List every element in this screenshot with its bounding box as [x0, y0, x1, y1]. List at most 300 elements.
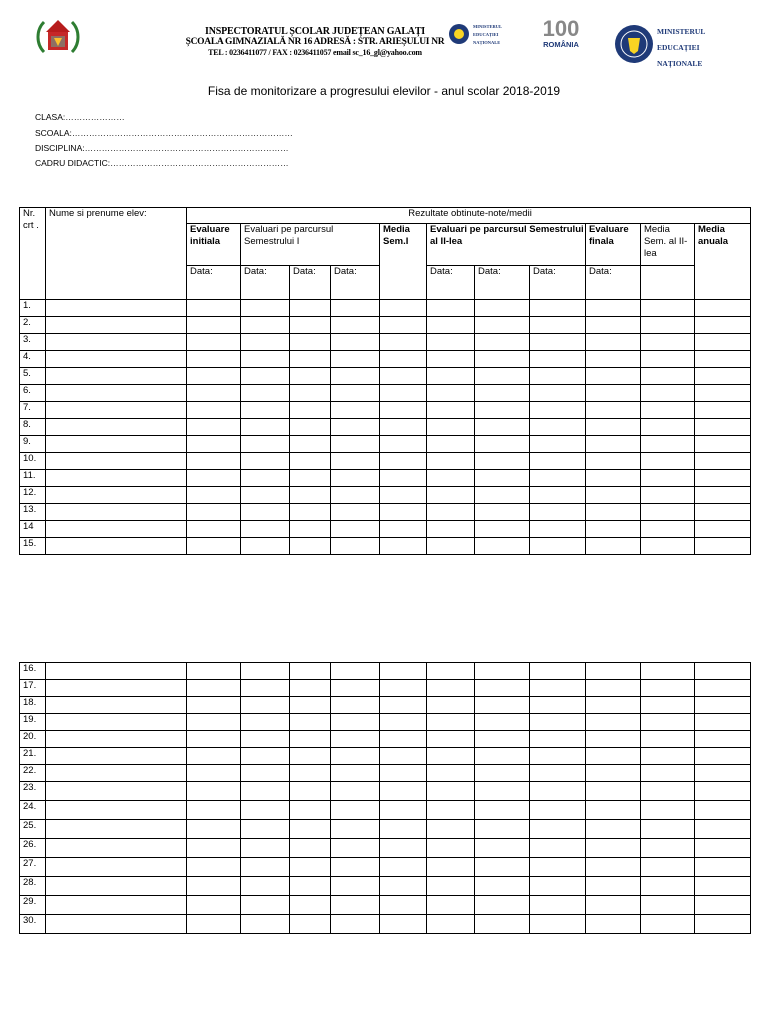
grade-cell[interactable] — [641, 487, 695, 504]
grade-cell[interactable] — [641, 765, 695, 782]
grade-cell[interactable] — [641, 714, 695, 731]
grade-cell[interactable] — [641, 419, 695, 436]
grade-cell[interactable] — [380, 470, 427, 487]
grade-cell[interactable] — [187, 731, 241, 748]
grade-cell[interactable] — [46, 714, 187, 731]
grade-cell[interactable] — [331, 680, 380, 697]
grade-cell[interactable] — [641, 782, 695, 801]
grade-cell[interactable] — [695, 470, 751, 487]
grade-cell[interactable] — [380, 915, 427, 934]
grade-cell[interactable] — [331, 317, 380, 334]
grade-cell[interactable] — [290, 402, 331, 419]
grade-cell[interactable] — [331, 820, 380, 839]
grade-cell[interactable] — [187, 663, 241, 680]
grade-cell[interactable] — [46, 470, 187, 487]
grade-cell[interactable] — [331, 731, 380, 748]
grade-cell[interactable] — [586, 436, 641, 453]
grade-cell[interactable] — [475, 820, 530, 839]
grade-cell[interactable] — [331, 896, 380, 915]
grade-cell[interactable] — [241, 731, 290, 748]
grade-cell[interactable] — [475, 436, 530, 453]
grade-cell[interactable] — [586, 538, 641, 555]
grade-cell[interactable] — [695, 453, 751, 470]
grade-cell[interactable] — [475, 858, 530, 877]
grade-cell[interactable] — [331, 453, 380, 470]
grade-cell[interactable] — [380, 801, 427, 820]
grade-cell[interactable] — [530, 820, 586, 839]
grade-cell[interactable] — [586, 714, 641, 731]
grade-cell[interactable] — [530, 419, 586, 436]
grade-cell[interactable] — [475, 419, 530, 436]
grade-cell[interactable] — [695, 487, 751, 504]
grade-cell[interactable] — [641, 915, 695, 934]
grade-cell[interactable] — [475, 385, 530, 402]
grade-cell[interactable] — [427, 317, 475, 334]
grade-cell[interactable] — [241, 697, 290, 714]
grade-cell[interactable] — [290, 663, 331, 680]
grade-cell[interactable] — [241, 402, 290, 419]
grade-cell[interactable] — [187, 748, 241, 765]
grade-cell[interactable] — [641, 351, 695, 368]
grade-cell[interactable] — [290, 765, 331, 782]
grade-cell[interactable] — [290, 521, 331, 538]
grade-cell[interactable] — [241, 504, 290, 521]
grade-cell[interactable] — [695, 697, 751, 714]
grade-cell[interactable] — [331, 419, 380, 436]
grade-cell[interactable] — [187, 317, 241, 334]
grade-cell[interactable] — [427, 487, 475, 504]
grade-cell[interactable] — [331, 915, 380, 934]
grade-cell[interactable] — [530, 697, 586, 714]
grade-cell[interactable] — [586, 317, 641, 334]
grade-cell[interactable] — [475, 334, 530, 351]
grade-cell[interactable] — [241, 896, 290, 915]
grade-cell[interactable] — [475, 453, 530, 470]
grade-cell[interactable] — [46, 697, 187, 714]
grade-cell[interactable] — [530, 436, 586, 453]
grade-cell[interactable] — [695, 334, 751, 351]
grade-cell[interactable] — [241, 334, 290, 351]
grade-cell[interactable] — [586, 680, 641, 697]
grade-cell[interactable] — [427, 436, 475, 453]
grade-cell[interactable] — [380, 487, 427, 504]
grade-cell[interactable] — [475, 680, 530, 697]
grade-cell[interactable] — [380, 877, 427, 896]
grade-cell[interactable] — [530, 300, 586, 317]
grade-cell[interactable] — [290, 436, 331, 453]
grade-cell[interactable] — [290, 714, 331, 731]
grade-cell[interactable] — [380, 453, 427, 470]
grade-cell[interactable] — [586, 915, 641, 934]
grade-cell[interactable] — [241, 317, 290, 334]
grade-cell[interactable] — [46, 801, 187, 820]
grade-cell[interactable] — [187, 877, 241, 896]
grade-cell[interactable] — [241, 521, 290, 538]
grade-cell[interactable] — [530, 731, 586, 748]
grade-cell[interactable] — [530, 896, 586, 915]
grade-cell[interactable] — [427, 858, 475, 877]
grade-cell[interactable] — [427, 538, 475, 555]
grade-cell[interactable] — [530, 487, 586, 504]
grade-cell[interactable] — [241, 915, 290, 934]
grade-cell[interactable] — [641, 820, 695, 839]
grade-cell[interactable] — [586, 300, 641, 317]
grade-cell[interactable] — [586, 504, 641, 521]
grade-cell[interactable] — [380, 663, 427, 680]
grade-cell[interactable] — [187, 680, 241, 697]
grade-cell[interactable] — [331, 402, 380, 419]
grade-cell[interactable] — [530, 453, 586, 470]
grade-cell[interactable] — [187, 538, 241, 555]
grade-cell[interactable] — [46, 368, 187, 385]
grade-cell[interactable] — [695, 300, 751, 317]
grade-cell[interactable] — [427, 714, 475, 731]
grade-cell[interactable] — [331, 782, 380, 801]
grade-cell[interactable] — [380, 368, 427, 385]
grade-cell[interactable] — [187, 402, 241, 419]
grade-cell[interactable] — [530, 334, 586, 351]
grade-cell[interactable] — [380, 334, 427, 351]
grade-cell[interactable] — [187, 334, 241, 351]
grade-cell[interactable] — [695, 385, 751, 402]
grade-cell[interactable] — [380, 419, 427, 436]
grade-cell[interactable] — [290, 731, 331, 748]
grade-cell[interactable] — [290, 697, 331, 714]
grade-cell[interactable] — [475, 300, 530, 317]
grade-cell[interactable] — [586, 839, 641, 858]
grade-cell[interactable] — [427, 521, 475, 538]
grade-cell[interactable] — [331, 839, 380, 858]
grade-cell[interactable] — [46, 334, 187, 351]
grade-cell[interactable] — [46, 731, 187, 748]
grade-cell[interactable] — [695, 765, 751, 782]
grade-cell[interactable] — [530, 368, 586, 385]
grade-cell[interactable] — [290, 504, 331, 521]
grade-cell[interactable] — [641, 470, 695, 487]
grade-cell[interactable] — [380, 300, 427, 317]
grade-cell[interactable] — [586, 731, 641, 748]
grade-cell[interactable] — [475, 782, 530, 801]
grade-cell[interactable] — [427, 680, 475, 697]
grade-cell[interactable] — [187, 504, 241, 521]
grade-cell[interactable] — [46, 436, 187, 453]
grade-cell[interactable] — [641, 317, 695, 334]
grade-cell[interactable] — [331, 521, 380, 538]
grade-cell[interactable] — [290, 858, 331, 877]
grade-cell[interactable] — [475, 714, 530, 731]
grade-cell[interactable] — [695, 663, 751, 680]
grade-cell[interactable] — [46, 765, 187, 782]
grade-cell[interactable] — [46, 915, 187, 934]
grade-cell[interactable] — [290, 839, 331, 858]
grade-cell[interactable] — [641, 680, 695, 697]
grade-cell[interactable] — [241, 877, 290, 896]
grade-cell[interactable] — [187, 368, 241, 385]
grade-cell[interactable] — [331, 858, 380, 877]
grade-cell[interactable] — [187, 487, 241, 504]
grade-cell[interactable] — [331, 368, 380, 385]
grade-cell[interactable] — [586, 896, 641, 915]
grade-cell[interactable] — [290, 801, 331, 820]
grade-cell[interactable] — [187, 858, 241, 877]
grade-cell[interactable] — [427, 402, 475, 419]
grade-cell[interactable] — [241, 801, 290, 820]
grade-cell[interactable] — [290, 877, 331, 896]
grade-cell[interactable] — [187, 714, 241, 731]
grade-cell[interactable] — [241, 820, 290, 839]
grade-cell[interactable] — [290, 368, 331, 385]
grade-cell[interactable] — [586, 877, 641, 896]
grade-cell[interactable] — [641, 385, 695, 402]
grade-cell[interactable] — [380, 538, 427, 555]
grade-cell[interactable] — [586, 334, 641, 351]
grade-cell[interactable] — [187, 915, 241, 934]
grade-cell[interactable] — [530, 782, 586, 801]
grade-cell[interactable] — [641, 334, 695, 351]
grade-cell[interactable] — [641, 697, 695, 714]
grade-cell[interactable] — [695, 680, 751, 697]
grade-cell[interactable] — [475, 351, 530, 368]
grade-cell[interactable] — [241, 453, 290, 470]
grade-cell[interactable] — [530, 385, 586, 402]
grade-cell[interactable] — [241, 663, 290, 680]
grade-cell[interactable] — [641, 538, 695, 555]
grade-cell[interactable] — [380, 896, 427, 915]
grade-cell[interactable] — [187, 839, 241, 858]
grade-cell[interactable] — [641, 368, 695, 385]
grade-cell[interactable] — [586, 697, 641, 714]
grade-cell[interactable] — [290, 300, 331, 317]
grade-cell[interactable] — [380, 504, 427, 521]
grade-cell[interactable] — [427, 915, 475, 934]
grade-cell[interactable] — [331, 801, 380, 820]
grade-cell[interactable] — [475, 504, 530, 521]
grade-cell[interactable] — [331, 300, 380, 317]
grade-cell[interactable] — [241, 538, 290, 555]
grade-cell[interactable] — [331, 487, 380, 504]
grade-cell[interactable] — [187, 782, 241, 801]
grade-cell[interactable] — [380, 402, 427, 419]
grade-cell[interactable] — [427, 419, 475, 436]
grade-cell[interactable] — [695, 877, 751, 896]
grade-cell[interactable] — [641, 839, 695, 858]
grade-cell[interactable] — [695, 436, 751, 453]
grade-cell[interactable] — [586, 663, 641, 680]
grade-cell[interactable] — [290, 538, 331, 555]
grade-cell[interactable] — [187, 351, 241, 368]
grade-cell[interactable] — [290, 487, 331, 504]
grade-cell[interactable] — [695, 896, 751, 915]
grade-cell[interactable] — [331, 334, 380, 351]
grade-cell[interactable] — [331, 877, 380, 896]
grade-cell[interactable] — [46, 402, 187, 419]
grade-cell[interactable] — [427, 896, 475, 915]
grade-cell[interactable] — [46, 858, 187, 877]
grade-cell[interactable] — [427, 504, 475, 521]
grade-cell[interactable] — [241, 858, 290, 877]
grade-cell[interactable] — [380, 680, 427, 697]
grade-cell[interactable] — [290, 453, 331, 470]
grade-cell[interactable] — [187, 697, 241, 714]
grade-cell[interactable] — [187, 300, 241, 317]
grade-cell[interactable] — [187, 436, 241, 453]
grade-cell[interactable] — [241, 782, 290, 801]
grade-cell[interactable] — [586, 748, 641, 765]
grade-cell[interactable] — [427, 470, 475, 487]
grade-cell[interactable] — [586, 487, 641, 504]
grade-cell[interactable] — [530, 765, 586, 782]
grade-cell[interactable] — [586, 801, 641, 820]
grade-cell[interactable] — [475, 877, 530, 896]
grade-cell[interactable] — [586, 782, 641, 801]
grade-cell[interactable] — [187, 521, 241, 538]
grade-cell[interactable] — [475, 801, 530, 820]
grade-cell[interactable] — [380, 521, 427, 538]
grade-cell[interactable] — [586, 453, 641, 470]
grade-cell[interactable] — [46, 748, 187, 765]
grade-cell[interactable] — [530, 858, 586, 877]
grade-cell[interactable] — [46, 680, 187, 697]
grade-cell[interactable] — [427, 839, 475, 858]
grade-cell[interactable] — [290, 782, 331, 801]
grade-cell[interactable] — [530, 877, 586, 896]
grade-cell[interactable] — [695, 801, 751, 820]
grade-cell[interactable] — [241, 368, 290, 385]
grade-cell[interactable] — [187, 765, 241, 782]
grade-cell[interactable] — [427, 351, 475, 368]
grade-cell[interactable] — [241, 436, 290, 453]
grade-cell[interactable] — [187, 453, 241, 470]
grade-cell[interactable] — [641, 300, 695, 317]
grade-cell[interactable] — [695, 368, 751, 385]
grade-cell[interactable] — [380, 858, 427, 877]
grade-cell[interactable] — [641, 877, 695, 896]
grade-cell[interactable] — [187, 820, 241, 839]
grade-cell[interactable] — [530, 538, 586, 555]
grade-cell[interactable] — [641, 896, 695, 915]
grade-cell[interactable] — [46, 300, 187, 317]
grade-cell[interactable] — [427, 385, 475, 402]
grade-cell[interactable] — [641, 858, 695, 877]
grade-cell[interactable] — [331, 697, 380, 714]
grade-cell[interactable] — [530, 317, 586, 334]
grade-cell[interactable] — [241, 765, 290, 782]
grade-cell[interactable] — [331, 765, 380, 782]
grade-cell[interactable] — [331, 748, 380, 765]
grade-cell[interactable] — [695, 915, 751, 934]
grade-cell[interactable] — [331, 714, 380, 731]
grade-cell[interactable] — [530, 915, 586, 934]
grade-cell[interactable] — [530, 748, 586, 765]
grade-cell[interactable] — [475, 521, 530, 538]
grade-cell[interactable] — [427, 300, 475, 317]
grade-cell[interactable] — [427, 334, 475, 351]
grade-cell[interactable] — [475, 663, 530, 680]
grade-cell[interactable] — [586, 858, 641, 877]
grade-cell[interactable] — [475, 731, 530, 748]
grade-cell[interactable] — [641, 801, 695, 820]
grade-cell[interactable] — [290, 470, 331, 487]
grade-cell[interactable] — [475, 317, 530, 334]
grade-cell[interactable] — [427, 368, 475, 385]
grade-cell[interactable] — [241, 419, 290, 436]
grade-cell[interactable] — [586, 470, 641, 487]
grade-cell[interactable] — [427, 748, 475, 765]
grade-cell[interactable] — [530, 470, 586, 487]
grade-cell[interactable] — [427, 765, 475, 782]
grade-cell[interactable] — [641, 521, 695, 538]
grade-cell[interactable] — [241, 300, 290, 317]
grade-cell[interactable] — [46, 453, 187, 470]
grade-cell[interactable] — [427, 663, 475, 680]
grade-cell[interactable] — [46, 839, 187, 858]
grade-cell[interactable] — [695, 782, 751, 801]
grade-cell[interactable] — [695, 521, 751, 538]
grade-cell[interactable] — [241, 385, 290, 402]
grade-cell[interactable] — [46, 538, 187, 555]
grade-cell[interactable] — [530, 839, 586, 858]
grade-cell[interactable] — [380, 351, 427, 368]
grade-cell[interactable] — [290, 317, 331, 334]
grade-cell[interactable] — [586, 402, 641, 419]
grade-cell[interactable] — [290, 820, 331, 839]
grade-cell[interactable] — [187, 470, 241, 487]
grade-cell[interactable] — [241, 470, 290, 487]
grade-cell[interactable] — [586, 765, 641, 782]
grade-cell[interactable] — [641, 504, 695, 521]
grade-cell[interactable] — [586, 368, 641, 385]
grade-cell[interactable] — [290, 385, 331, 402]
grade-cell[interactable] — [380, 839, 427, 858]
grade-cell[interactable] — [427, 453, 475, 470]
grade-cell[interactable] — [695, 538, 751, 555]
grade-cell[interactable] — [530, 663, 586, 680]
grade-cell[interactable] — [695, 731, 751, 748]
grade-cell[interactable] — [641, 402, 695, 419]
grade-cell[interactable] — [380, 731, 427, 748]
grade-cell[interactable] — [380, 782, 427, 801]
grade-cell[interactable] — [530, 801, 586, 820]
grade-cell[interactable] — [695, 748, 751, 765]
grade-cell[interactable] — [46, 487, 187, 504]
grade-cell[interactable] — [290, 915, 331, 934]
grade-cell[interactable] — [530, 714, 586, 731]
grade-cell[interactable] — [475, 748, 530, 765]
grade-cell[interactable] — [187, 896, 241, 915]
grade-cell[interactable] — [380, 385, 427, 402]
grade-cell[interactable] — [46, 385, 187, 402]
grade-cell[interactable] — [530, 402, 586, 419]
grade-cell[interactable] — [380, 714, 427, 731]
grade-cell[interactable] — [475, 368, 530, 385]
grade-cell[interactable] — [290, 334, 331, 351]
grade-cell[interactable] — [187, 801, 241, 820]
grade-cell[interactable] — [290, 680, 331, 697]
grade-cell[interactable] — [241, 714, 290, 731]
grade-cell[interactable] — [46, 820, 187, 839]
grade-cell[interactable] — [641, 748, 695, 765]
grade-cell[interactable] — [695, 504, 751, 521]
grade-cell[interactable] — [586, 419, 641, 436]
grade-cell[interactable] — [695, 351, 751, 368]
grade-cell[interactable] — [46, 351, 187, 368]
grade-cell[interactable] — [475, 915, 530, 934]
grade-cell[interactable] — [427, 697, 475, 714]
grade-cell[interactable] — [380, 820, 427, 839]
grade-cell[interactable] — [46, 896, 187, 915]
grade-cell[interactable] — [586, 385, 641, 402]
grade-cell[interactable] — [641, 436, 695, 453]
